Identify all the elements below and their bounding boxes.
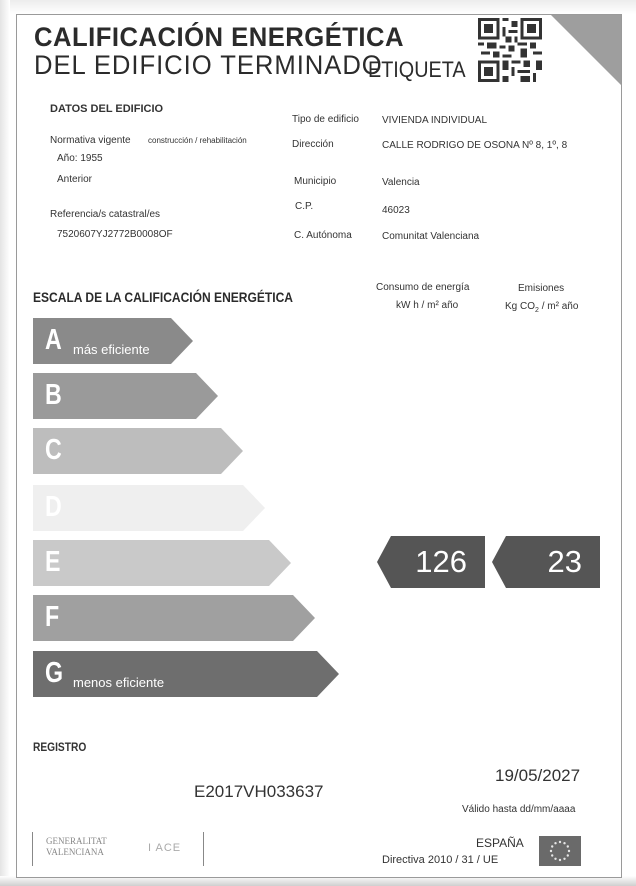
eu-star — [551, 854, 553, 856]
field-value-cp: 46023 — [382, 205, 410, 216]
field-value-tipo: VIVIENDA INDIVIDUAL — [382, 115, 488, 126]
rating-letter: G — [45, 657, 64, 689]
corner-fold — [551, 15, 621, 85]
eu-star — [550, 850, 552, 852]
eu-star — [551, 845, 553, 847]
cadastral-ref-value: 7520607YJ2772B0008OF — [57, 229, 173, 240]
field-label-direccion: Dirección — [292, 139, 334, 150]
rating-letter: E — [45, 546, 61, 578]
emisiones-unit-sub: 2 — [535, 307, 539, 314]
ace-logo: I ACE — [148, 842, 182, 854]
eu-star — [563, 842, 565, 844]
country-label: ESPAÑA — [476, 836, 524, 850]
consumo-value: 126 — [415, 544, 467, 579]
rating-bar-shape — [33, 595, 315, 641]
logo-divider-left — [32, 832, 33, 866]
normativa-value: construcción / rehabilitación — [148, 136, 247, 145]
field-label-municipio: Municipio — [294, 176, 337, 187]
rating-letter: A — [45, 324, 62, 356]
field-label-autonoma: C. Autónoma — [294, 230, 352, 241]
anterior-label: Anterior — [57, 174, 93, 185]
eu-star — [554, 858, 556, 860]
eu-star — [567, 854, 569, 856]
normativa-label: Normativa vigente — [50, 135, 131, 146]
emisiones-indicator — [492, 536, 600, 588]
scale-title: ESCALA DE LA CALIFICACIÓN ENERGÉTICA — [33, 289, 293, 305]
eu-star — [563, 858, 565, 860]
consumo-indicator — [377, 536, 485, 588]
rating-caption: menos eficiente — [73, 675, 165, 690]
consumo-unit: kW h / m² año — [396, 300, 459, 311]
scan-edge-left — [0, 0, 10, 886]
eu-star — [567, 845, 569, 847]
rating-caption: más eficiente — [73, 342, 150, 357]
rating-bar-b — [33, 373, 218, 419]
field-label-tipo: Tipo de edificio — [292, 114, 359, 125]
rating-bar-f — [33, 595, 315, 641]
logo-divider-right — [203, 832, 204, 866]
generalitat-logo: GENERALITAT VALENCIANA — [46, 836, 107, 857]
title-line-1: CALIFICACIÓN ENERGÉTICA — [34, 22, 405, 52]
emisiones-arrow-shape — [492, 536, 600, 588]
registro-code: E2017VH033637 — [194, 782, 324, 801]
rating-bar-shape — [33, 428, 243, 474]
eu-star — [554, 842, 556, 844]
eu-star — [568, 850, 570, 852]
rating-letter: F — [45, 601, 60, 633]
rating-bar-e — [33, 540, 291, 586]
rating-bar-g — [33, 651, 339, 697]
rating-letter: C — [45, 434, 62, 466]
emisiones-header: Emisiones — [518, 283, 565, 294]
eu-star — [559, 859, 561, 861]
year-label: Año: 1955 — [57, 153, 103, 164]
rating-bar-shape — [33, 540, 291, 586]
field-value-autonoma: Comunitat Valenciana — [382, 231, 480, 242]
field-value-municipio: Valencia — [382, 177, 420, 188]
footer-logos — [32, 832, 204, 868]
cadastral-ref-label: Referencia/s catastral/es — [50, 209, 161, 220]
qr-code-icon — [478, 18, 542, 82]
field-label-cp: C.P. — [295, 201, 314, 212]
eu-flag-icon — [539, 836, 581, 866]
directive-label: Directiva 2010 / 31 / UE — [382, 854, 499, 866]
valid-until-date: 19/05/2027 — [495, 766, 581, 785]
consumo-header: Consumo de energía — [376, 282, 470, 293]
rating-letter: B — [45, 379, 62, 411]
rating-letter: D — [45, 491, 62, 523]
scan-edge-top — [0, 0, 636, 14]
building-section-label: DATOS DEL EDIFICIO — [50, 103, 164, 115]
emisiones-value: 23 — [547, 544, 582, 579]
field-value-direccion: CALLE RODRIGO DE OSONA Nº 8, 1º, 8 — [382, 140, 568, 151]
rating-bar-c — [33, 428, 243, 474]
emisiones-unit — [505, 301, 578, 314]
title-line-2: DEL EDIFICIO TERMINADO — [34, 50, 383, 80]
emisiones-unit-pre: Kg CO — [505, 301, 536, 312]
rating-bar-shape — [33, 485, 265, 531]
etiqueta-label: ETIQUETA — [368, 57, 466, 82]
valid-until-label: Válido hasta dd/mm/aaaa — [462, 804, 576, 815]
registro-label: REGISTRO — [33, 740, 87, 754]
eu-star — [559, 841, 561, 843]
emisiones-unit-post: / m² año — [538, 301, 579, 312]
rating-bar-shape — [33, 651, 339, 697]
rating-bar-a — [33, 318, 193, 364]
rating-bar-d — [33, 485, 265, 531]
